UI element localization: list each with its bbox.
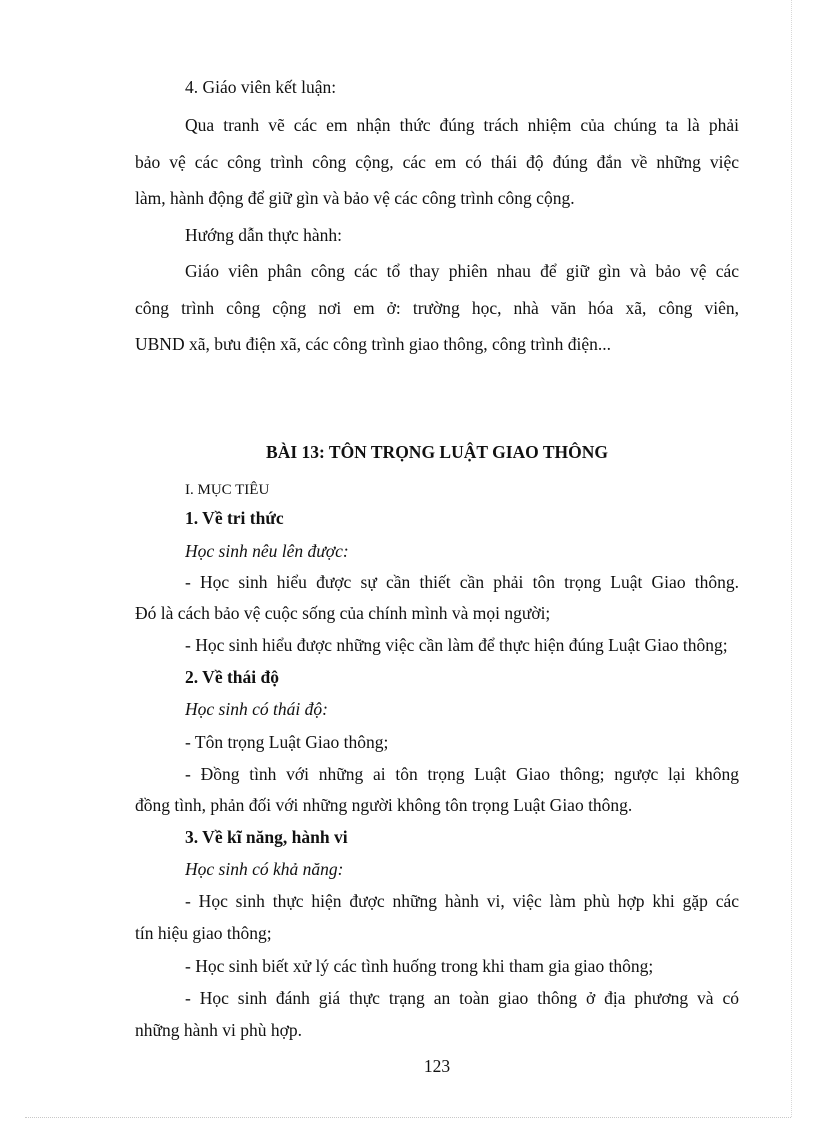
skills-heading: 3. Về kĩ năng, hành vi	[185, 827, 348, 847]
skills-bullet2: - Học sinh biết xử lý các tình huống trong khi tham gia giao thông;	[185, 956, 654, 976]
knowledge-bullet1-line-1: - Học sinh hiểu được sự cần thiết cần phải tôn trọng Luật Giao thông.	[185, 572, 739, 592]
skills-bullet1-line-2: tín hiệu giao thông;	[135, 923, 272, 943]
para1-line-1: Qua tranh vẽ các em nhận thức đúng trách nhiệm của chúng ta là phải	[185, 115, 739, 135]
attitude-bullet2-line-2: đồng tình, phản đối với những người không tôn trọng Luật Giao thông.	[135, 795, 633, 815]
attitude-intro: Học sinh có thái độ:	[185, 699, 328, 719]
knowledge-heading: 1. Về tri thức	[185, 508, 284, 528]
knowledge-bullet1-line-2: Đó là cách bảo vệ cuộc sống của chính mình và mọi người;	[135, 603, 551, 623]
para1-line-2: bảo vệ các công trình công cộng, các em có thái độ đúng đắn về những việc	[135, 152, 739, 172]
attitude-bullet2-line-1: - Đồng tình với những ai tôn trọng Luật Giao thông; ngược lại không	[185, 764, 739, 784]
guide-heading: Hướng dẫn thực hành:	[185, 225, 343, 245]
para1-line-3: làm, hành động để giữ gìn và bảo vệ các công trình công cộng.	[135, 188, 575, 208]
lesson-title: BÀI 13: TÔN TRỌNG LUẬT GIAO THÔNG	[266, 442, 608, 462]
para2-line-3: UBND xã, bưu điện xã, các công trình giao thông, công trình điện...	[135, 334, 612, 354]
page-right-border	[791, 0, 792, 1117]
skills-bullet3-line-1: - Học sinh đánh giá thực trạng an toàn giao thông ở địa phương và có	[185, 988, 739, 1008]
attitude-heading: 2. Về thái độ	[185, 667, 279, 687]
section-heading: I. MỤC TIÊU	[185, 482, 270, 498]
para2-line-1: Giáo viên phân công các tổ thay phiên nhau để giữ gìn và bảo vệ các	[185, 261, 739, 281]
para2-line-2: công trình công cộng nơi em ở: trường học, nhà văn hóa xã, công viên,	[135, 298, 739, 318]
attitude-bullet1: - Tôn trọng Luật Giao thông;	[185, 732, 389, 752]
page-bottom-border	[25, 1117, 791, 1118]
knowledge-bullet2: - Học sinh hiểu được những việc cần làm để thực hiện đúng Luật Giao thông;	[185, 635, 728, 655]
skills-bullet3-line-2: những hành vi phù hợp.	[135, 1020, 302, 1040]
skills-intro: Học sinh có khả năng:	[185, 859, 344, 879]
knowledge-intro: Học sinh nêu lên được:	[185, 541, 349, 561]
conclusion-heading: 4. Giáo viên kết luận:	[185, 77, 337, 97]
skills-bullet1-line-1: - Học sinh thực hiện được những hành vi, việc làm phù hợp khi gặp các	[185, 891, 739, 911]
page-number: 123	[423, 1056, 451, 1076]
